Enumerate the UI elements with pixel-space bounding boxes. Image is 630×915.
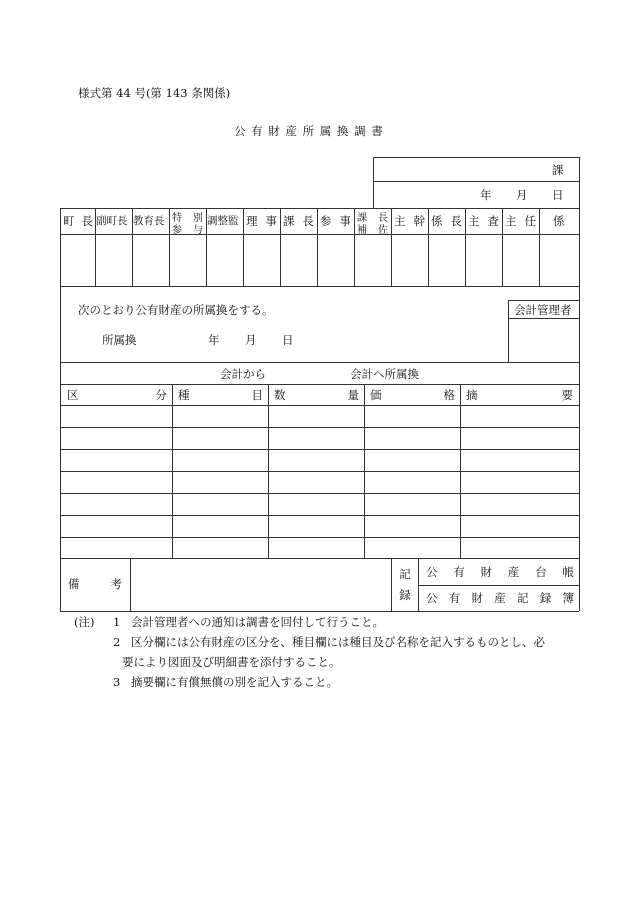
stamp-label: 別: [193, 213, 203, 224]
stamp-label: 長: [81, 214, 93, 228]
stamp-col-riji: [246, 214, 277, 228]
ledger-daichou: [426, 565, 574, 579]
ledger-char: 財: [471, 591, 483, 605]
header-year: 年: [480, 188, 492, 202]
stamp-label: 課: [357, 213, 367, 224]
ledger-char: 有: [453, 565, 465, 579]
stamp-label: 主: [468, 214, 480, 228]
col-header-char: 種: [178, 388, 190, 402]
bikou-char: 考: [110, 577, 122, 591]
stamp-col-kachou-hosa: [356, 208, 389, 234]
col-header-char: 分: [155, 388, 167, 402]
col-header-char: 量: [347, 388, 359, 402]
stamp-label: 事: [339, 214, 351, 228]
stamp-label: 事: [265, 214, 277, 228]
stamp-label: 参: [172, 225, 182, 236]
ledger-char: 台: [535, 565, 547, 579]
stamp-label: 理: [246, 214, 258, 228]
stamp-label: 長: [378, 213, 388, 224]
col-header-char: 数: [274, 388, 286, 402]
note-1-text: 会計管理者への通知は調書を回付して行うこと。: [131, 615, 384, 629]
col-header-char: 価: [370, 388, 382, 402]
stamp-label: 係: [431, 214, 443, 228]
stamp-col-fukuchou: 副町長: [96, 215, 128, 227]
note-2-text-line1: 区分欄には公有財産の区分を、種目欄には種目及び名称を記入するものとし、必: [131, 635, 545, 649]
ledger-char: 公: [426, 591, 438, 605]
note-2-text-line2: 要により図面及び明細書を添付すること。: [122, 655, 341, 669]
note-1-number: 1: [113, 615, 121, 629]
stamp-label: 査: [487, 214, 499, 228]
col-header-char: 要: [561, 388, 573, 402]
col-header-shumoku: [178, 388, 263, 402]
stamp-label: 補: [357, 225, 367, 236]
note-3-text: 摘要欄に有償無償の別を記入すること。: [131, 675, 338, 689]
ledger-char: 公: [426, 565, 438, 579]
stamp-col-tokubetsu-sanyo: [171, 208, 204, 234]
kiroku-label: [392, 566, 418, 604]
ledger-char: 記: [517, 591, 529, 605]
shozokugae-month: 月: [245, 333, 257, 347]
ledger-char: 産: [494, 591, 506, 605]
col-header-kakaku: [370, 388, 455, 402]
stamp-col-shunin: [505, 214, 536, 228]
header-month: 月: [516, 188, 528, 202]
stamp-label: 任: [524, 214, 536, 228]
stamp-col-shusa: [468, 214, 499, 228]
stamp-label: 町: [63, 214, 75, 228]
stamp-col-sanji: [320, 214, 351, 228]
form-number: 様式第 44 号(第 143 条関係): [78, 86, 231, 100]
header-day: 日: [552, 188, 564, 202]
stamp-col-kakari: 係: [553, 214, 565, 228]
stamp-col-chouseikan: 調整監: [207, 215, 239, 227]
note-2-number: 2: [113, 635, 121, 649]
stamp-col-kachou: [283, 214, 314, 228]
stamp-col-shukan: [394, 214, 425, 228]
col-header-tekiyou: [466, 388, 573, 402]
ledger-char: 財: [480, 565, 493, 579]
kaikei-kanrisha-label: 会計管理者: [514, 303, 572, 317]
stamp-label: 佐: [378, 225, 388, 236]
stamp-label: 特: [172, 213, 182, 224]
shozokugae-day: 日: [282, 333, 294, 347]
notes-prefix: (注): [74, 615, 95, 629]
bikou-char: 備: [68, 577, 80, 591]
stamp-label: 主: [505, 214, 517, 228]
ledger-char: 簿: [562, 591, 574, 605]
stamp-label: 主: [394, 214, 406, 228]
shozokugae-year: 年: [208, 333, 220, 347]
header-ka: 課: [552, 163, 564, 177]
ledger-char: 有: [448, 591, 461, 605]
col-header-kubun: [67, 388, 167, 402]
ledger-char: 録: [539, 591, 552, 605]
notice-text: 次のとおり公有財産の所属換をする。: [78, 303, 274, 317]
bikou-label: [68, 577, 122, 591]
stamp-label: 長: [450, 214, 462, 228]
stamp-col-chou: [63, 214, 93, 228]
ledger-char: 帳: [562, 565, 574, 579]
col-header-suuryou: [274, 388, 359, 402]
col-header-char: 摘: [466, 388, 478, 402]
stamp-label: 長: [302, 214, 314, 228]
stamp-label: 参: [320, 214, 332, 228]
col-header-char: 格: [443, 388, 455, 402]
ledger-char: 産: [507, 565, 520, 579]
note-3-number: 3: [113, 675, 121, 689]
stamp-label: 与: [193, 225, 203, 236]
stamp-label: 課: [283, 214, 295, 228]
kiroku-char: 録: [399, 588, 411, 602]
transfer-from: 会計から: [220, 367, 266, 381]
ledger-kirokubo: [426, 591, 574, 605]
transfer-to: 会計へ所属換: [350, 367, 419, 381]
stamp-label: 幹: [413, 214, 425, 228]
kiroku-char: 記: [399, 567, 411, 581]
col-header-char: 区: [67, 388, 79, 402]
stamp-col-kyouikuchou: 教育長: [133, 215, 165, 227]
col-header-char: 目: [251, 388, 263, 402]
stamp-col-kakarichou: [431, 214, 462, 228]
shozokugae-label: 所属換: [102, 333, 137, 347]
page-title: 公 有 財 産 所 属 換 調 書: [234, 124, 384, 138]
